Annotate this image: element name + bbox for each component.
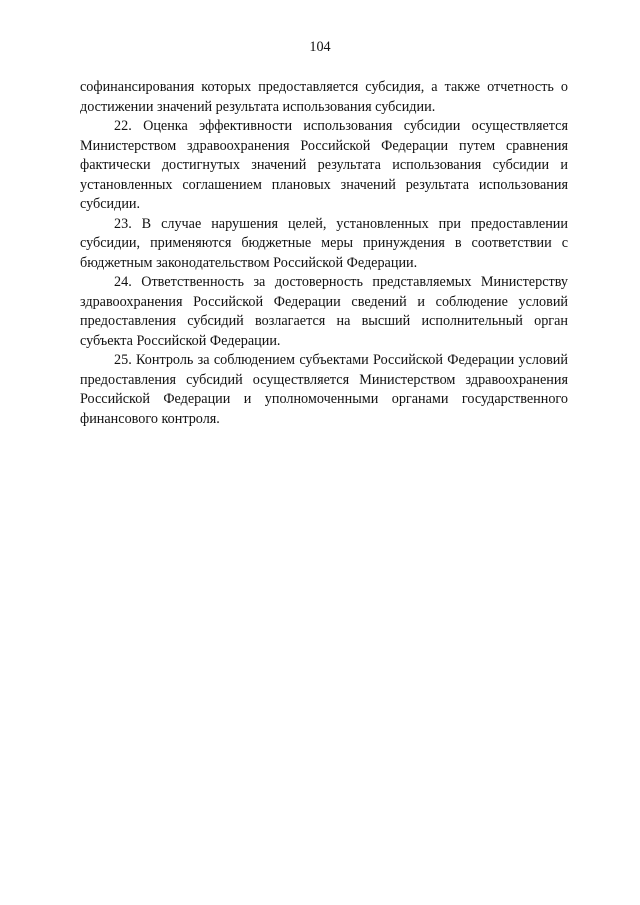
paragraph-continuation: софинансирования которых предоставляется субсидия, а также отчетность о достижении значений результата использования субсидии. bbox=[80, 79, 568, 115]
paragraph-23: 23. В случае нарушения целей, установленных при предоставлении субсидии, применяются бюджетные меры принуждения в соответствии с бюджетным законодательством Российской Федерации. bbox=[80, 215, 568, 271]
paragraph-25: 25. Контроль за соблюдением субъектами Российской Федерации условий предоставления субсидий осуществляется Министерством здравоохранения Российской Федерации и уполномоченными органами государственного финансового контроля. bbox=[80, 352, 568, 427]
paragraph-24: 24. Ответственность за достоверность представляемых Министерству здравоохранения Российской Федерации сведений и соблюдение условий предоставления субсидий возлагается на высший исполнительный орган субъекта Российской Федерации. bbox=[80, 274, 568, 349]
document-body bbox=[80, 78, 568, 429]
page-number: 104 bbox=[309, 39, 331, 55]
paragraph-22: 22. Оценка эффективности использования субсидии осуществляется Министерством здравоохранения Российской Федерации путем сравнения фактически достигнутых значений результата использования субсидии и установленных соглашением плановых значений результата использования субсидии. bbox=[80, 118, 568, 212]
